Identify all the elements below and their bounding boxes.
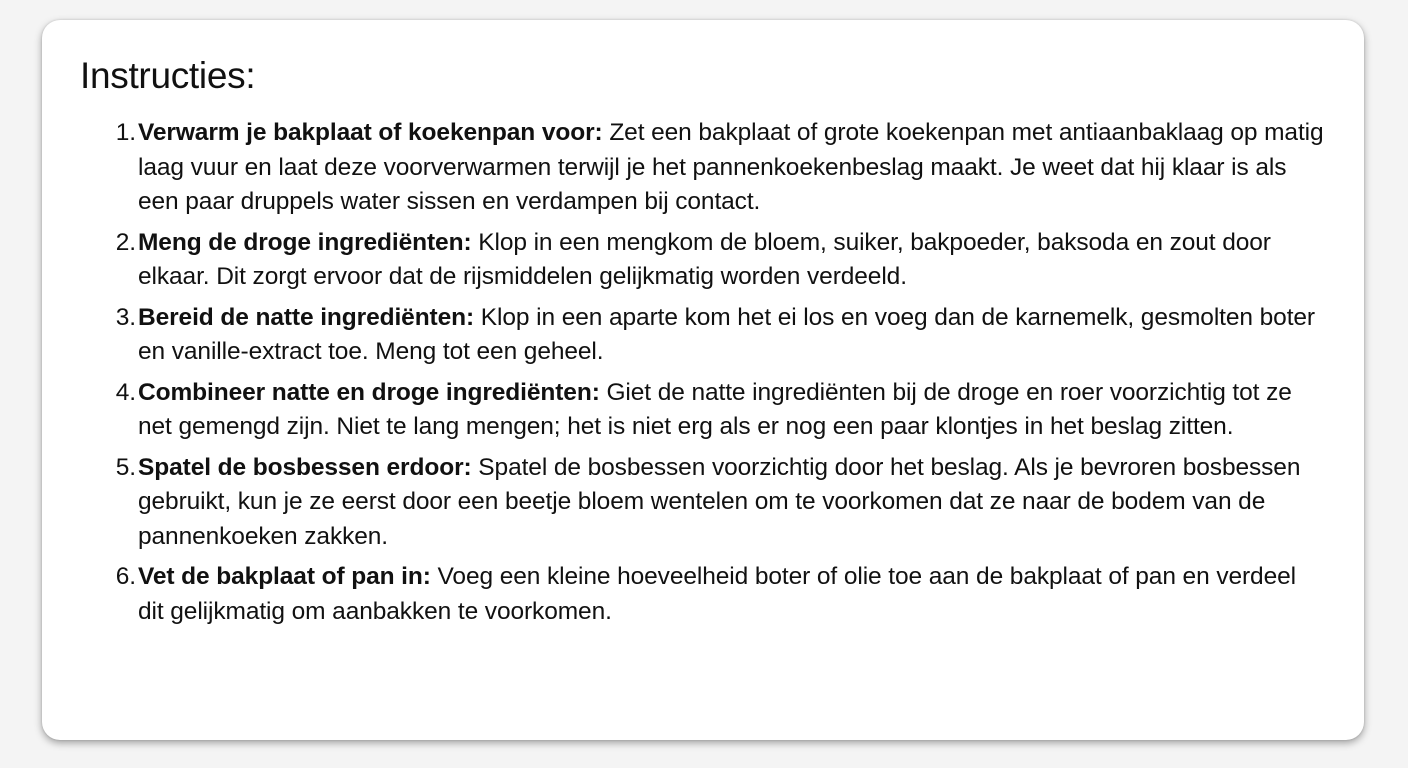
step-number: 3. (115, 303, 136, 331)
step-text: Giet de natte ingrediënten bij de droge en roer voorzichtig tot ze net gemengd zijn. Niet te lang mengen; het is niet erg als er nog een paar klontjes in het beslag zitten. (138, 378, 1292, 440)
step-title: Spatel de bosbessen erdoor: (138, 453, 472, 481)
step-number: 1. (115, 119, 136, 146)
step-number: 5. (115, 453, 136, 481)
step-title: Combineer natte en droge ingrediënten: (138, 378, 600, 406)
instructions-list (80, 116, 1328, 629)
step-number: 4. (115, 378, 136, 406)
instruction-step-5 (115, 451, 1328, 555)
step-text: Zet een bakplaat of grote koekenpan met antiaanbaklaag op matig laag vuur en laat deze voorverwarmen terwijl je het pannenkoekenbeslag maakt. Je weet dat hij klaar is als een paar druppels water sissen en verdampen bij contact. (138, 119, 1324, 215)
instructions-heading: Instructies: (80, 55, 256, 96)
step-text: Klop in een aparte kom het ei los en voeg dan de karnemelk, gesmolten boter en vanille-extract toe. Meng tot een geheel. (138, 303, 1315, 365)
step-title: Bereid de natte ingrediënten: (138, 303, 475, 331)
step-title: Meng de droge ingrediënten: (138, 228, 472, 256)
step-title: Verwarm je bakplaat of koekenpan voor: (138, 119, 603, 146)
instruction-step-6 (115, 560, 1328, 629)
step-number: 2. (115, 228, 136, 256)
step-text: Spatel de bosbessen voorzichtig door het beslag. Als je bevroren bosbessen gebruikt, kun je ze eerst door een beetje bloem wentelen om te voorkomen dat ze naar de bodem van de pannenkoeken zakken. (138, 453, 1301, 550)
instruction-step-1 (115, 116, 1328, 220)
instruction-step-4 (115, 376, 1328, 445)
step-text: Voeg een kleine hoeveelheid boter of olie toe aan de bakplaat of pan en verdeel dit gelijkmatig om aanbakken te voorkomen. (138, 563, 1296, 625)
step-text: Klop in een mengkom de bloem, suiker, bakpoeder, baksoda en zout door elkaar. Dit zorgt ervoor dat de rijsmiddelen gelijkmatig worden verdeeld. (138, 228, 1271, 290)
instructions-card (42, 20, 1364, 740)
instruction-step-3 (115, 301, 1328, 370)
instruction-step-2 (115, 226, 1328, 295)
step-title: Vet de bakplaat of pan in: (138, 563, 431, 590)
step-number: 6. (115, 563, 136, 590)
